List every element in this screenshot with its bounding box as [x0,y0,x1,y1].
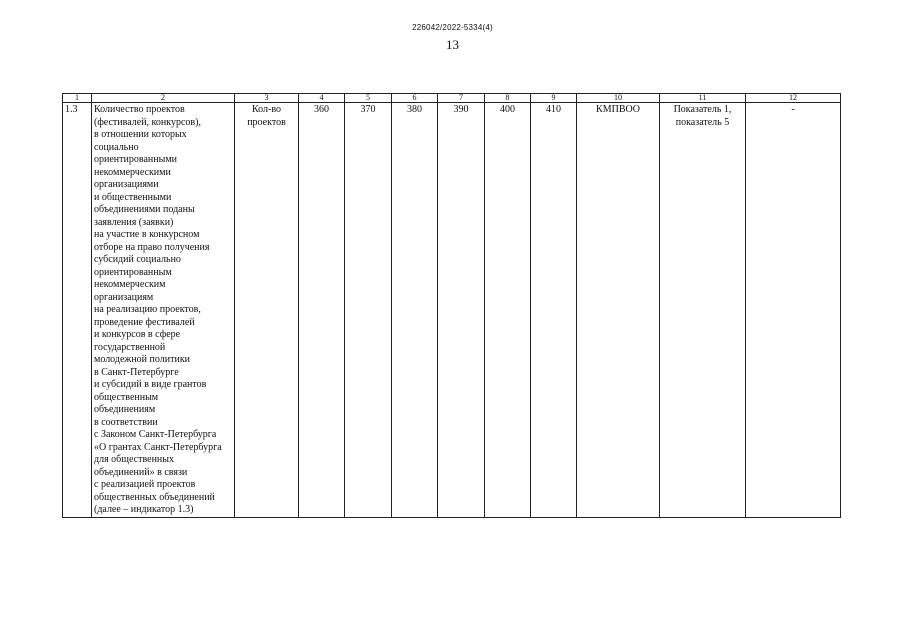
indicator-name-line: заявления (заявки) [94,216,174,228]
indicator-name-line: (далее – индикатор 1.3) [94,504,194,515]
value-col-5: 370 [345,103,392,518]
value-col-6: 380 [392,103,438,518]
indicator-name-line: в соответствии [94,416,158,428]
note-cell: - [746,103,841,518]
indicator-name-line: субсидий социально [94,254,181,265]
indicator-name-line: объединениями поданы [94,204,195,215]
indicator-name-line: с Законом Санкт-Петербурга [94,429,217,440]
related-indicators [660,103,746,518]
indicator-name-line: и субсидий в виде грантов [94,379,207,390]
column-number-row [63,94,841,103]
indicator-name-line: ориентированными [94,154,177,165]
column-number-7: 7 [438,94,485,103]
indicator-name-line: и общественными [94,191,172,203]
related-indicator-line: Показатель 1, [673,104,732,115]
column-number-8: 8 [485,94,531,103]
indicator-name-line: некоммерческим [94,279,166,290]
indicator-name-line: объединений» в связи [94,466,188,478]
indicator-name-line: общественным [94,391,159,403]
indicator-name-line: «О грантах Санкт-Петербурга [94,441,222,453]
indicator-name-line: социально [94,141,139,153]
responsible-body: КМПВОО [577,103,660,518]
value-col-8: 400 [485,103,531,518]
column-number-1: 1 [63,94,92,103]
row-index: 1.3 [63,103,92,518]
column-number-4: 4 [299,94,345,103]
indicators-table [62,93,841,518]
indicator-name-line: объединениям [94,404,156,415]
indicator-name-line: на участие в конкурсном [94,229,200,240]
document-registration-code: 226042/2022-5334(4) [412,23,493,32]
column-number-6: 6 [392,94,438,103]
value-col-4: 360 [299,103,345,518]
indicator-name-line: на реализацию проектов, [94,304,201,315]
page-number: 13 [446,37,459,52]
column-number-5: 5 [345,94,392,103]
indicator-name [92,103,235,518]
table-row [63,103,841,518]
unit-of-measure [235,103,299,518]
indicator-name-line: некоммерческими [94,166,171,178]
indicator-name-line: Количество проектов [94,104,185,115]
indicator-name-line: организациями [94,179,159,190]
indicator-name-line: с реализацией проектов [94,479,196,490]
indicator-name-line: ориентированным [94,266,172,278]
indicator-name-line: в Санкт-Петербурге [94,366,179,378]
indicator-name-line: общественных объединений [94,491,215,503]
column-number-9: 9 [531,94,577,103]
unit-line: Кол-во [251,104,281,115]
indicator-name-line: в отношении которых [94,129,187,140]
column-number-12: 12 [746,94,841,103]
column-number-2: 2 [92,94,235,103]
indicator-name-line: отборе на право получения [94,241,210,253]
related-indicator-line: показатель 5 [675,116,730,128]
unit-line: проектов [247,116,286,128]
indicator-name-line: для общественных [94,454,174,465]
value-col-7: 390 [438,103,485,518]
indicator-name-line: (фестивалей, конкурсов), [94,116,201,128]
value-col-9: 410 [531,103,577,518]
indicator-name-line: государственной [94,341,166,353]
indicator-name-line: и конкурсов в сфере [94,329,181,340]
column-number-10: 10 [577,94,660,103]
indicator-name-line: организациям [94,291,154,303]
column-number-11: 11 [660,94,746,103]
indicator-name-line: молодежной политики [94,354,191,365]
column-number-3: 3 [235,94,299,103]
indicator-name-line: проведение фестивалей [94,316,195,328]
